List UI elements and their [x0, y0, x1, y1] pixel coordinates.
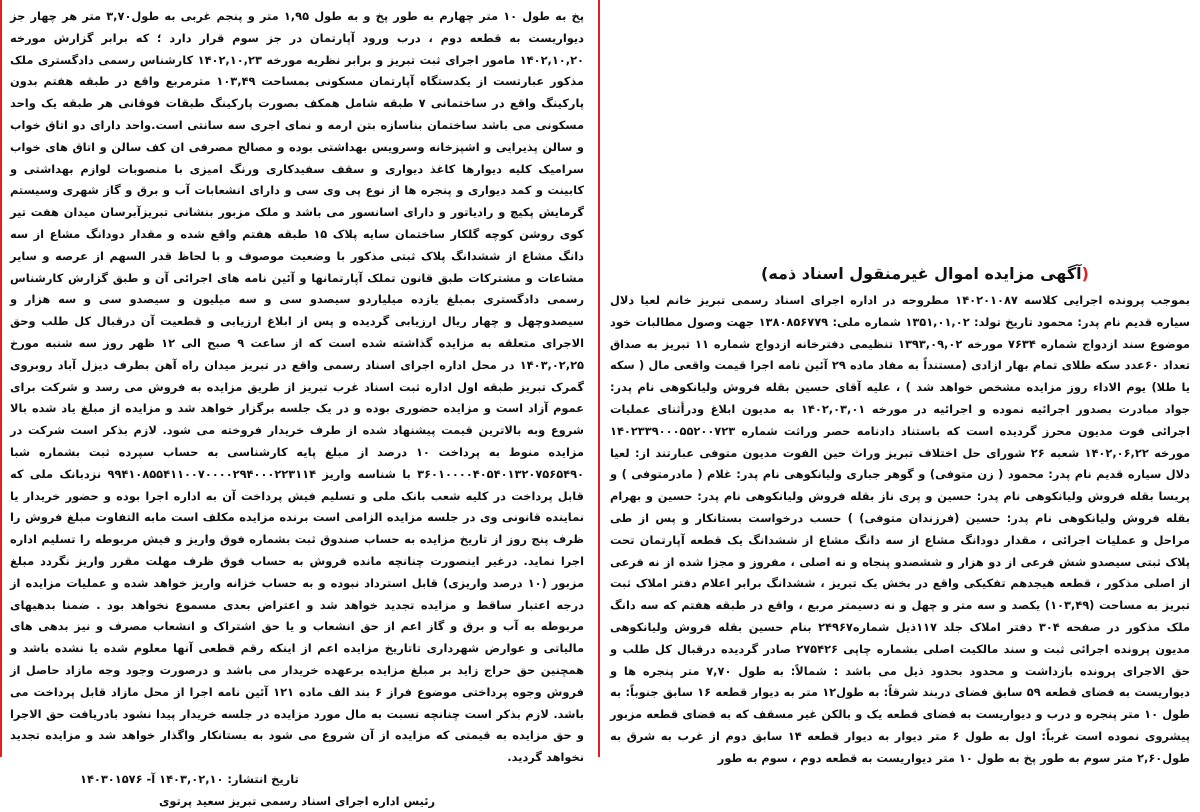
title-text: آگهی مزایده اموال غیرمنقول اسناد ذمه [768, 264, 1082, 283]
notice-title [610, 262, 1190, 286]
notice-intro-paragraph: بموجب پرونده اجرایی کلاسه ۱۴۰۲۰۱۰۸۷ مطروحه در اداره اجرای اسناد رسمی تبریز خانم لعیا دلال سیاره قدیم نام پدر: محمود تاریخ تولد: ۱۳۵۱,۰۱,۰۲ شماره ملی: ۱۳۸۰۸۵۶۷۷۹ جهت وصول مطالبات خود موضوع سند ازدواج شماره ۷۶۳۴ مورخه ۱۳۹۳,۰۹,۰۲ تنظیمی دفترخانه ازدواج شماره ۱۱ تبریز به صداق تعداد ۶۰عدد سکه طلای تمام بهار ازادی (مستنداً به مفاد ماده ۲۹ آئین نامه اجرا قیمت واقعی مال ( سکه یا طلا) یوم الاداء روز مزایده مشخص خواهد شد ) ، علیه آقای حسین بقله فروش ولیانکوهی نام پدر: جواد مبادرت بصدور اجرائیه نموده و اجرائیه در مورخه ۱۴۰۲,۰۳,۰۱ به مدیون ابلاغ ودرأثنای عملیات اجرائی فوت مدیون محرز گردیده است که باستناد دادنامه حصر وراثت شماره ۱۴۰۲۳۳۹۰۰۰۵۵۲۰۰۷۲۳ مورخه ۱۴۰۲,۰۶,۲۲ شعبه ۲۶ شورای حل اختلاف تبریز وراث حین الفوت مدیون متوفی عبارتند از: لعیا دلال سیاره قدیم نام پدر: محمود ( زن متوفی) و گوهر جباری ولیانکوهی نام پدر: غلام ( مادرمتوفی ) و پریسا بقله فروش ولیانکوهی نام پدر: حسین و پری ناز بقله فروش ولیانکوهی نام پدر: حسین و بهرام بقله فروش ولیانکوهی نام پدر: حسین (فرزندان متوفی) ) حسب درخواست بستانکار و پس از طی مراحل و عملیات اجرائی ، مقدار دودانگ مشاع از سه دانگ مشاع از ششدانگ یک قطعه آپارتمان تحت پلاک ثبتی سیصدو شش فرعی از دو هزار و ششصدو پنجاه و نه اصلی ، مفروز و مجزا شده از نه فرعی از اصلی مذکور ، قطعه هیجدهم تفکیکی واقع در بخش یک تبریز ، ششدانگ برابر اعلام دفتر املاک ثبت تبریز به مساحت (۱۰۳,۴۹) یکصد و سه متر و چهل و نه دسیمتر مربع ، واقع در طبقه هفتم که سه دانگ ملک مذکور در صفحه ۳۰۴ دفتر املاک جلد ۱۱۷ذیل شماره۲۴۹۶۷ بنام حسین بقله فروش ولیانکوهی مدیون پرونده اجرائی ثبت و سند مالکیت اصلی بشماره چاپی ۲۷۵۴۲۶ صادر گردیده درقبال کل طلب و حق الاجرای پرونده بازداشت و محدود بحدود ذیل می باشد : شمالاً: به طول ۷,۷۰ متر پنجره ها و دیواریست به فضای قطعه ۵۹ سابق فضای دربند شرقاً: به طول۱۲ متر به دیوار قطعه ۱۶ سابق جنوباً: به طول ۱۰ متر پنجره و درب و دیواریست به فضای قطعه یک و بالکن غیر مسقف که به فضای قطعه مزبور پیشروی نموده است غرباً: اول به طول ۶ متر دیوار به دیوار قطعه ۱۴ سابق دوم از غرب به شرق به طول۲,۶۰ متر سوم به طور پخ به طول ۱۰ متر دیواریست به قطعه دوم ، سوم به طور [610, 293, 1191, 765]
title-paren-open: ( [1081, 264, 1089, 283]
publish-date: تاریخ انتشار: ۱۴۰۳,۰۲,۱۰ آ- ۱۴۰۳۰۱۵۷۶ [80, 771, 299, 786]
notice-continuation-paragraph: پخ به طول ۱۰ متر چهارم به طور پخ و به طول ۱,۹۵ متر و پنجم غربی به طول۳,۷۰ متر هر چهار جز دیواریست به قطعه دوم ، درب ورود آپارتمان در جز سوم قرار دارد ؛ که برابر گزارش مورخه ۱۴۰۲,۱۰,۲۰ مامور اجرای ثبت تبریز و برابر نظریه مورخه ۱۴۰۲,۱۰,۲۳ کارشناس رسمی دادگستری ملک مذکور عبارتست از یکدستگاه آپارتمان مسکونی بمساحت ۱۰۳,۴۹ مترمربع واقع در طبقه هفتم بدون پارکینگ واقع در ساختمانی ۷ طبقه شامل همکف بصورت پارکینگ طبقات فوقانی هر طبقه یک واحد مسکونی می باشد ساختمان بناسازه بتن ارمه و نمای اجری سه سانتی است.واحد دارای دو اتاق خواب و سالن پذیرایی و اشپزخانه وسرویس بهداشتی بوده و مصالح مصرفی ان کف سالن و اتاق های خواب سرامیک کلیه دیوارها کاغذ دیواری و سقف سفیدکاری ورنگ امیزی با منصوبات لوازم بهداشتی و کابینت و کمد دیواری و پنجره ها از نوع پی وی سی و دارای انشعابات آب و برق و گاز شهری وسیستم گرمایش پکیچ و رادیاتور و دارای اسانسور می باشد و ملک مزبور بنشانی تبریزآبرسان میدان هفت تیر کوی روشن کوچه گلکار ساختمان سایه پلاک ۱۵ طبقه هفتم واقع شده و مقدار دودانگ مشاع از سه دانگ مشاع از ششدانگ پلاک ثبتی مذکور با وضعیت موصوف و با لحاظ قدر السهم از عرصه و سایر مشاعات و مشترکات طبق قانون تملک آپارتمانها و آئین نامه های اجرائی آن و طبق گزارش کارشناس رسمی دادگستری بمبلغ یازده میلیاردو سیصدو سی و سه میلیون و سیصدو سی و سه هزار و سیصدوچهل و چهار ریال ارزیابی گردیده و پس از ابلاغ ارزیابی و قطعیت آن درقبال کل طلب وحق الاجرای متعلقه به مزایده گذاشته شده است که از ساعت ۹ صبح الی ۱۲ ظهر روز سه شنبه مورخ ۱۴۰۳,۰۲,۲۵ در محل اداره اجرای اسناد رسمی واقع در تبریز میدان راه آهن بطرف دیزل آباد روبروی گمرک تبریز طبقه اول اداره ثبت اسناد غرب تبریز از طریق مزایده به فروش می رسد و شرکت برای عموم آزاد است و مزایده حضوری بوده و در یک جلسه برگزار خواهد شد و مزایده از مبلغ یاد شده بالا شروع وبه بالاترین قیمت پیشنهاد شده از طرف خریدار فروخته می شود. لازم بذکر است شرکت در مزایده منوط به پرداخت ۱۰ درصد از مبلغ پایه کارشناسی به حساب سپرده ثبت بشماره شبا ۳۶۰۱۰۰۰۰۴۰۵۴۰۱۳۲۰۷۵۶۵۴۹۰ با شناسه واریز ۹۹۴۱۰۸۵۵۴۱۱۰۰۷۰۰۰۰۲۹۴۰۰۰۲۲۳۱۱۴ نزدبانک ملی که قابل پرداخت در کلیه شعب بانک ملی و تسلیم فیش پرداخت آن به اداره اجرا بوده و حضور خریدار یا نماینده قانونی وی در جلسه مزایده الزامی است برنده مزایده مکلف است مابه التفاوت مبلغ فروش را ظرف پنج روز از تاریخ مزایده به حساب صندوق ثبت بشماره فوق واریز و فیش مربوطه را تسلیم اداره اجرا نماید. درغیر اینصورت چنانچه مانده فروش به حساب فوق ظرف مهلت مقرر واریز نگردد مبلغ مزبور (۱۰ درصد واریزی) قابل استرداد نبوده و به حساب خزانه واریز خواهد شده و عملیات مزایده از درجه اعتبار ساقط و مزایده تجدید خواهد شد و اعتراض بعدی مسموع نخواهد بود . ضمنا بدهیهای مربوطه به آب و برق و گاز اعم از حق انشعاب و یا حق اشتراک و انشعاب مصرف و نیز بدهی های مالیاتی و عوارض شهرداری تاتاریخ مزایده اعم از اینکه رقم قطعی آنها معلوم شده یا نشده باشد و همچنین حق حراج زاید بر مبلغ مزایده برعهده خریدار می باشد و درصورت وجود وجه مازاد حاصل از فروش وجوه پرداختی موضوع فراز ۶ بند الف ماده ۱۲۱ آئین نامه اجرا از محل مازاد قابل پرداخت می باشد. لازم بذکر است چنانچه نسبت به مال مورد مزایده در جلسه خریدار پیدا نشود بادریافت حق الاجرا و حق مزایده به قیمتی که مزایده از آن شروع می شود به بستانکار واگذار خواهد شد و مزایده تجدید نخواهد گردید. [10, 9, 585, 765]
title-paren-close: ) [761, 264, 769, 283]
notice-main-column [600, 0, 1200, 765]
signature: رئیس اداره اجرای اسناد رسمی تبریز سعید پرتوی [158, 793, 436, 808]
notice-continuation-column [0, 0, 600, 808]
